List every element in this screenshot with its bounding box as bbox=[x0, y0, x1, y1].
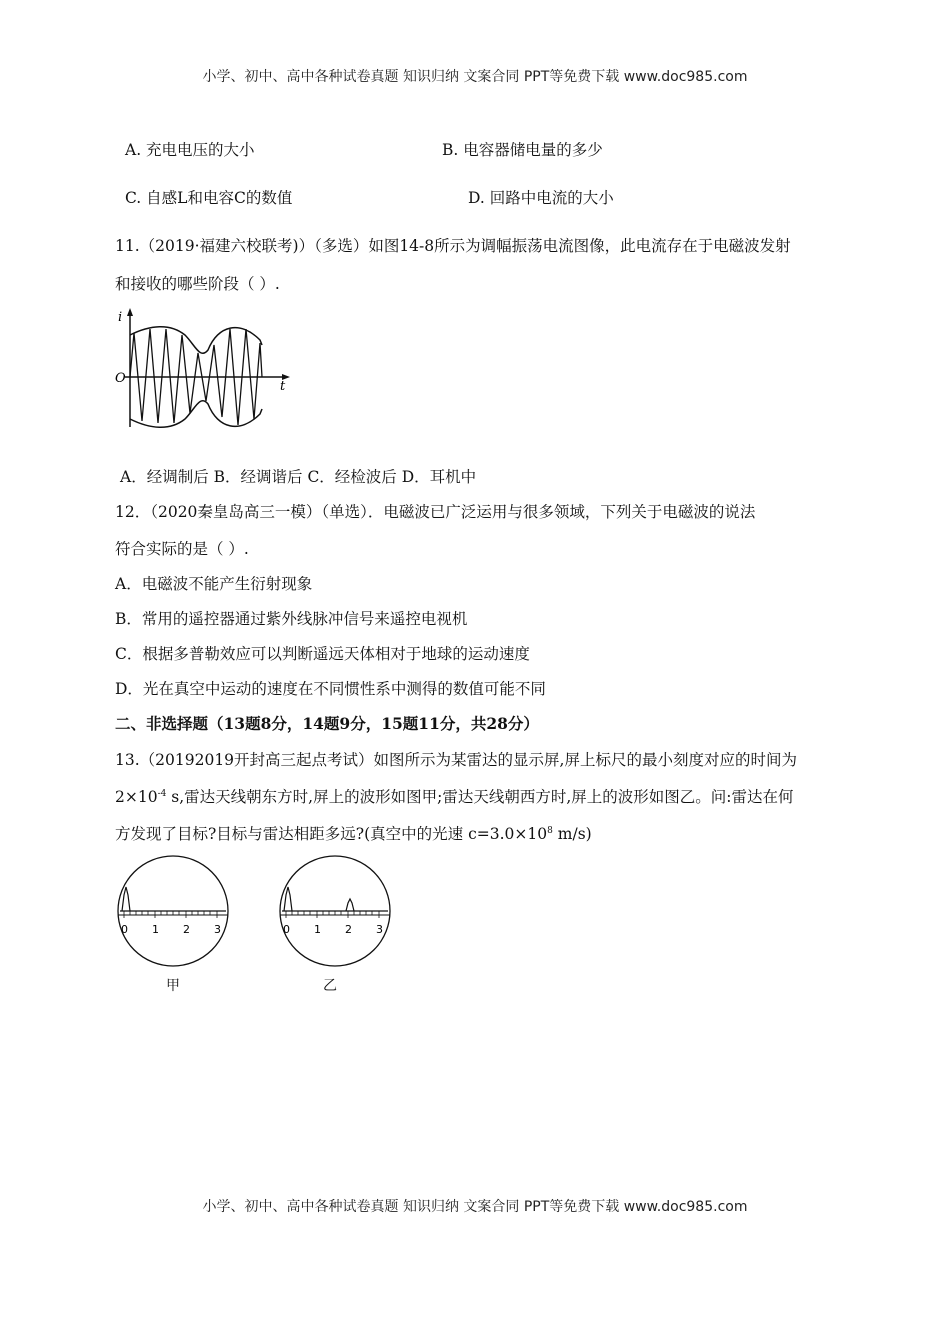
caption-jia: 甲 bbox=[166, 978, 180, 994]
scale-label-1: 1 bbox=[152, 923, 159, 936]
scale-label-2: 2 bbox=[183, 923, 190, 936]
q10-option-a: A. 充电电压的大小 bbox=[125, 141, 255, 159]
scale-label-0: 0 bbox=[283, 923, 290, 936]
q12-stem-line1: 12．（2020秦皇岛高三一模）（单选）．电磁波已广泛运用与很多领域，下列关于电磁波的说法 bbox=[115, 503, 756, 521]
q12-option-b: B．常用的遥控器通过紫外线脉冲信号来遥控电视机 bbox=[115, 610, 468, 628]
origin-label: O bbox=[115, 371, 126, 386]
q10-option-c: C. 自感L和电容C的数值 bbox=[125, 189, 293, 207]
i-axis-arrow bbox=[127, 308, 133, 316]
q13-stem-line2: $2\times 10^{-4}$ s,雷达天线朝东方时,屏上的波形如图甲;雷达天线朝西方时,屏上的波形如图乙。问:雷达在何 bbox=[115, 788, 794, 806]
echo-pulse bbox=[346, 899, 354, 911]
q13-stem-line3: 方发现了目标?目标与雷达相距多远?(真空中的光速 $c=3.0\times 10^8$ m/s) bbox=[115, 825, 592, 843]
q13-stem-line1: 13.（20192019开封高三起点考试）如图所示为某雷达的显示屏,屏上标尺的最小刻度对应的时间为 bbox=[115, 751, 797, 769]
q12-option-d: D．光在真空中运动的速度在不同惯性系中测得的数值可能不同 bbox=[115, 680, 546, 698]
section-2-heading: 二、非选择题（13题8分，14题9分，15题11分，共28分） bbox=[115, 714, 539, 733]
scale-label-0: 0 bbox=[121, 923, 128, 936]
q12-stem-line2: 符合实际的是（ ）. bbox=[115, 540, 249, 558]
q10-option-b: B. 电容器储电量的多少 bbox=[442, 141, 603, 159]
radar-screen-jia bbox=[110, 855, 240, 970]
transmitted-pulse bbox=[122, 887, 130, 911]
q11-stem-line1: 11.（2019·福建六校联考)）（多选）如图14-8所示为调幅振荡电流图像，此电流存在于电磁波发射 bbox=[115, 237, 791, 255]
q11-options: A．经调制后 B．经调谐后 C．经检波后 D．耳机中 bbox=[120, 468, 477, 486]
t-axis-label: t bbox=[280, 379, 286, 394]
page-header: 小学、初中、高中各种试卷真题 知识归纳 文案合同 PPT等免费下载 www.doc985.com bbox=[202, 69, 748, 85]
lower-envelope bbox=[130, 401, 262, 428]
transmitted-pulse bbox=[284, 887, 292, 911]
page-footer: 小学、初中、高中各种试卷真题 知识归纳 文案合同 PPT等免费下载 www.doc985.com bbox=[202, 1199, 748, 1215]
radar-screen-yi bbox=[272, 855, 402, 970]
q12-option-a: A．电磁波不能产生衍射现象 bbox=[115, 575, 313, 593]
q11-stem-line2: 和接收的哪些阶段（ ）. bbox=[115, 275, 280, 293]
q10-option-d: D. 回路中电流的大小 bbox=[468, 189, 614, 207]
q12-option-c: C．根据多普勒效应可以判断遥远天体相对于地球的运动速度 bbox=[115, 645, 530, 663]
scale-label-2: 2 bbox=[345, 923, 352, 936]
caption-yi: 乙 bbox=[323, 978, 337, 994]
am-current-figure bbox=[110, 305, 300, 435]
scale-label-3: 3 bbox=[376, 923, 383, 936]
scale-label-3: 3 bbox=[214, 923, 221, 936]
scale-label-1: 1 bbox=[314, 923, 321, 936]
i-axis-label: i bbox=[118, 310, 123, 325]
